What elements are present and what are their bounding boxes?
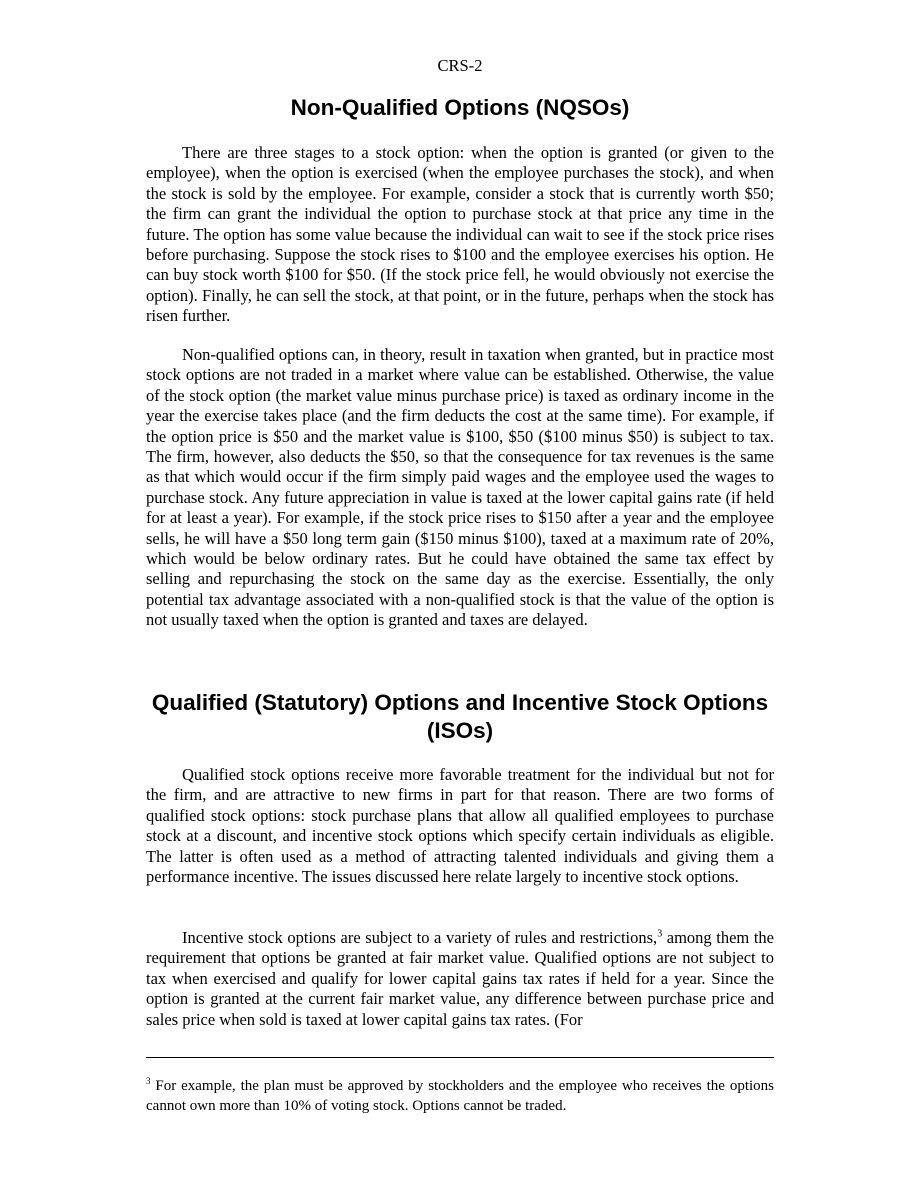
footnote bbox=[146, 1077, 774, 1116]
paragraph-incentive-rules-text-start: Incentive stock options are subject to a variety of rules and restrictions, bbox=[182, 928, 658, 947]
paragraph-stock-option-stages: There are three stages to a stock option: when the option is granted (or given to the employee), when the option is exercised (when the employee purchases the stock), and when the stock is sold by the employee. For example, consider a stock that is currently worth $50; the firm can grant the individual the option to purchase stock at that price any time in the future. The option has some value because the individual can wait to see if the stock price rises before purchasing. Suppose the stock rises to $100 and the employee exercises his option. He can buy stock worth $100 for $50. (If the stock price fell, he would obviously not exercise the option). Finally, he can sell the stock, at that point, or in the future, perhaps when the stock has risen further. bbox=[146, 143, 774, 326]
paragraph-non-qualified-taxation: Non-qualified options can, in theory, result in taxation when granted, but in practice most stock options are not traded in a market where value can be established. Otherwise, the value of the stock option (the market value minus purchase price) is taxed as ordinary income in the year the exercise takes place (and the firm deducts the cost at the same time). For example, if the option price is $50 and the market value is $100, $50 ($100 minus $50) is subject to tax. The firm, however, also deducts the $50, so that the consequence for tax revenues is the same as that which would occur if the firm simply paid wages and the employee used the wages to purchase stock. Any future appreciation in value is taxed at the lower capital gains rate (if held for at least a year). For example, if the stock price rises to $150 after a year and the employee sells, he will have a $50 long term gain ($150 minus $100), taxed at a maximum rate of 20%, which would be below ordinary rates. But he could have obtained the same tax effect by selling and repurchasing the stock on the same day as the exercise. Essentially, the only potential tax advantage associated with a non-qualified stock is that the value of the option is not usually taxed when the option is granted and taxes are delayed. bbox=[146, 345, 774, 630]
footnote-marker: 3 bbox=[146, 1076, 151, 1086]
page-header: CRS-2 bbox=[437, 56, 483, 75]
paragraph-qualified-options: Qualified stock options receive more favorable treatment for the individual but not for the firm, and are attractive to new firms in part for that reason. There are two forms of qualified stock options: stock purchase plans that allow all qualified employees to purchase stock at a discount, and incentive stock options which specify certain individuals as eligible. The latter is often used as a method of attracting talented individuals and giving them a performance incentive. The issues discussed here relate largely to incentive stock options. bbox=[146, 765, 774, 887]
paragraph-incentive-rules bbox=[146, 928, 774, 1030]
section-heading-qualified-isos: Qualified (Statutory) Options and Incentive Stock Options (ISOs) bbox=[151, 690, 769, 743]
paragraph-incentive-rules-text-end: among them the requirement that options be granted at fair market value. Qualified options are not subject to tax when exercised and qualify for lower capital gains tax rates if held for a year. Since the option is granted at the current fair market value, any difference between purchase price and sales price when sold is taxed at lower capital gains tax rates. (For bbox=[146, 928, 775, 1029]
section-heading-nqsos: Non-Qualified Options (NQSOs) bbox=[290, 95, 630, 120]
footnote-divider bbox=[146, 1057, 774, 1058]
footnote-text: For example, the plan must be approved by stockholders and the employee who receives the options cannot own more than 10% of voting stock. Options cannot be traded. bbox=[146, 1078, 774, 1114]
footnote-reference[interactable]: 3 bbox=[657, 928, 663, 940]
